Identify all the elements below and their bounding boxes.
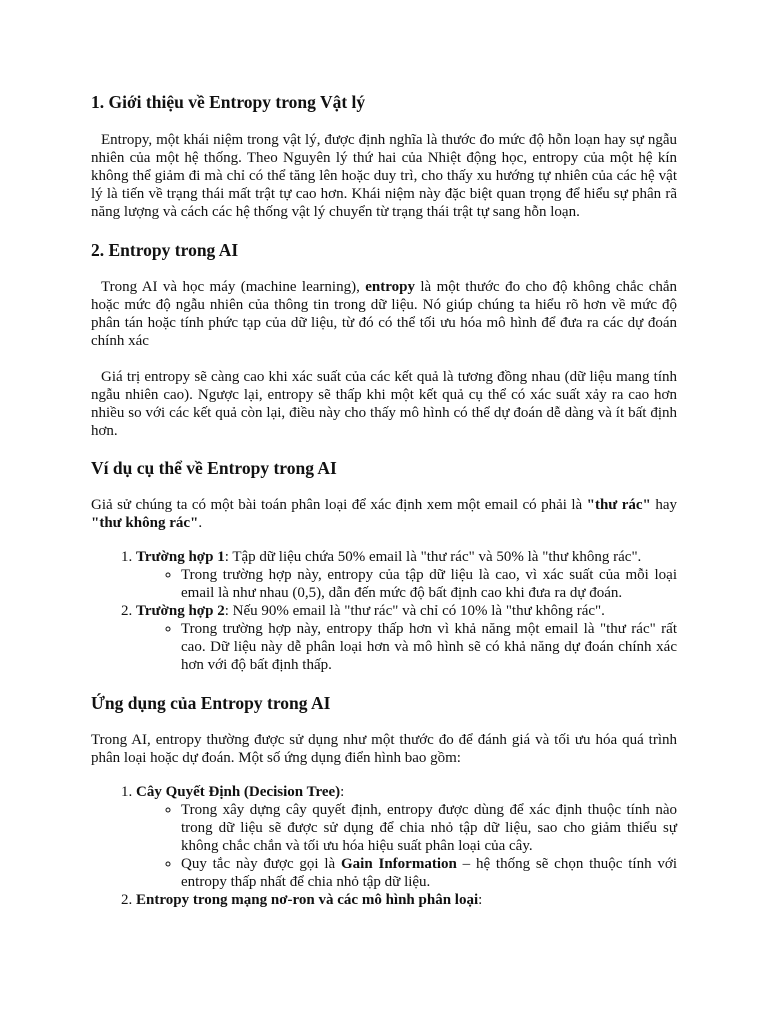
case-text: : Tập dữ liệu chứa 50% email là "thư rác" và 50% là "thư không rác".	[224, 549, 642, 565]
sub-list	[136, 801, 677, 891]
text-run: .	[198, 515, 203, 531]
application-label: Cây Quyết Định (Decision Tree)	[136, 784, 341, 800]
bold-term: "thư rác"	[586, 497, 651, 513]
sub-list-item: ◦ Trong trường hợp này, entropy của tập dữ liệu là cao, vì xác suất của mỗi loại email là như nhau (0,5), dẫn đến mức độ bất định cao khi đưa ra dự đoán.	[181, 566, 677, 602]
list-item	[136, 891, 677, 909]
section-1-paragraph: Entropy, một khái niệm trong vật lý, được định nghĩa là thước đo mức độ hỗn loạn hay sự ngẫu nhiên của một hệ thống. Theo Nguyên lý thứ hai của Nhiệt động học, entropy của một hệ kín không thể giảm đi mà chỉ có thể tăng lên hoặc duy trì, cho thấy xu hướng tự nhiên của các hệ vật lý là tiến về trạng thái mất trật tự cao hơn. Khái niệm này đặc biệt quan trọng để hiểu sự phân rã năng lượng và cách các hệ thống vật lý chuyển từ trạng thái trật tự sang hỗn loạn.	[91, 132, 677, 220]
section-1-heading: 1. Giới thiệu về Entropy trong Vật lý	[91, 92, 366, 112]
bold-term: "thư không rác"	[91, 515, 199, 531]
section-3-heading: Ví dụ cụ thể về Entropy trong AI	[91, 458, 337, 478]
text-run: Giả sử chúng ta có một bài toán phân loại để xác định xem một email có phải là	[91, 497, 587, 513]
text-run: – hệ thống sẽ chọn thuộc tính với entropy thấp nhất để chia nhỏ tập dữ liệu.	[181, 856, 678, 890]
section-2-paragraph-1	[91, 278, 677, 350]
section-3-intro	[91, 496, 677, 532]
sub-list	[136, 566, 677, 602]
text-run: là một thước đo cho độ không chắc chắn hoặc mức độ ngẫu nhiên của thông tin trong dữ liệu. Nó giúp chúng ta hiểu rõ hơn về mức độ phân tán hoặc tính phức tạp của dữ liệu, từ đó có thể tối ưu hóa mô hình để đưa ra các dự đoán chính xác	[91, 279, 678, 349]
list-item	[136, 602, 677, 674]
section-2-heading: 2. Entropy trong AI	[91, 240, 239, 260]
example-cases-list	[91, 548, 677, 674]
sub-list-item: ◦ Trong trường hợp này, entropy thấp hơn vì khả năng một email là "thư rác" rất cao. Dữ liệu này dễ phân loại hơn và mô hình sẽ có khả năng dự đoán chính xác hơn với độ bất định thấp.	[181, 620, 677, 674]
case-text: : Nếu 90% email là "thư rác" và chỉ có 10% là "thư không rác".	[224, 603, 605, 619]
sub-list	[136, 620, 677, 674]
section-4-heading: Ứng dụng của Entropy trong AI	[91, 693, 331, 713]
sub-list-item	[181, 855, 677, 891]
list-item	[136, 548, 677, 602]
applications-list	[91, 783, 677, 909]
case-label: Trường hợp 1	[136, 549, 225, 565]
text-run: Quy tắc này được gọi là	[181, 856, 342, 872]
text-run: Trong AI và học máy (machine learning),	[101, 279, 366, 295]
text-run: hay	[650, 497, 677, 513]
application-label: Entropy trong mạng nơ-ron và các mô hình phân loại	[136, 892, 479, 908]
case-label: Trường hợp 2	[136, 603, 225, 619]
sub-list-item: ◦ Trong xây dựng cây quyết định, entropy được dùng để xác định thuộc tính nào trong dữ liệu sẽ được sử dụng để chia nhỏ tập dữ liệu, sao cho giảm thiểu sự không chắc chắn và tối ưu hóa hiệu suất phân loại của cây.	[181, 801, 677, 855]
text-run: :	[340, 784, 345, 800]
list-item	[136, 783, 677, 891]
section-4-intro: Trong AI, entropy thường được sử dụng như một thước đo để đánh giá và tối ưu hóa quá trình phân loại hoặc dự đoán. Một số ứng dụng điển hình bao gồm:	[91, 732, 677, 766]
bold-term: entropy	[365, 279, 415, 295]
bold-term: Gain Information	[341, 856, 457, 872]
text-run: :	[478, 892, 483, 908]
section-2-paragraph-2: Giá trị entropy sẽ càng cao khi xác suất của các kết quả là tương đồng nhau (dữ liệu mang tính ngẫu nhiên cao). Ngược lại, entropy sẽ thấp khi một kết quả cụ thể có xác suất xảy ra cao hơn nhiều so với các kết quả còn lại, điều này cho thấy mô hình có thể dự đoán dễ dàng và ít bất định hơn.	[91, 369, 677, 439]
